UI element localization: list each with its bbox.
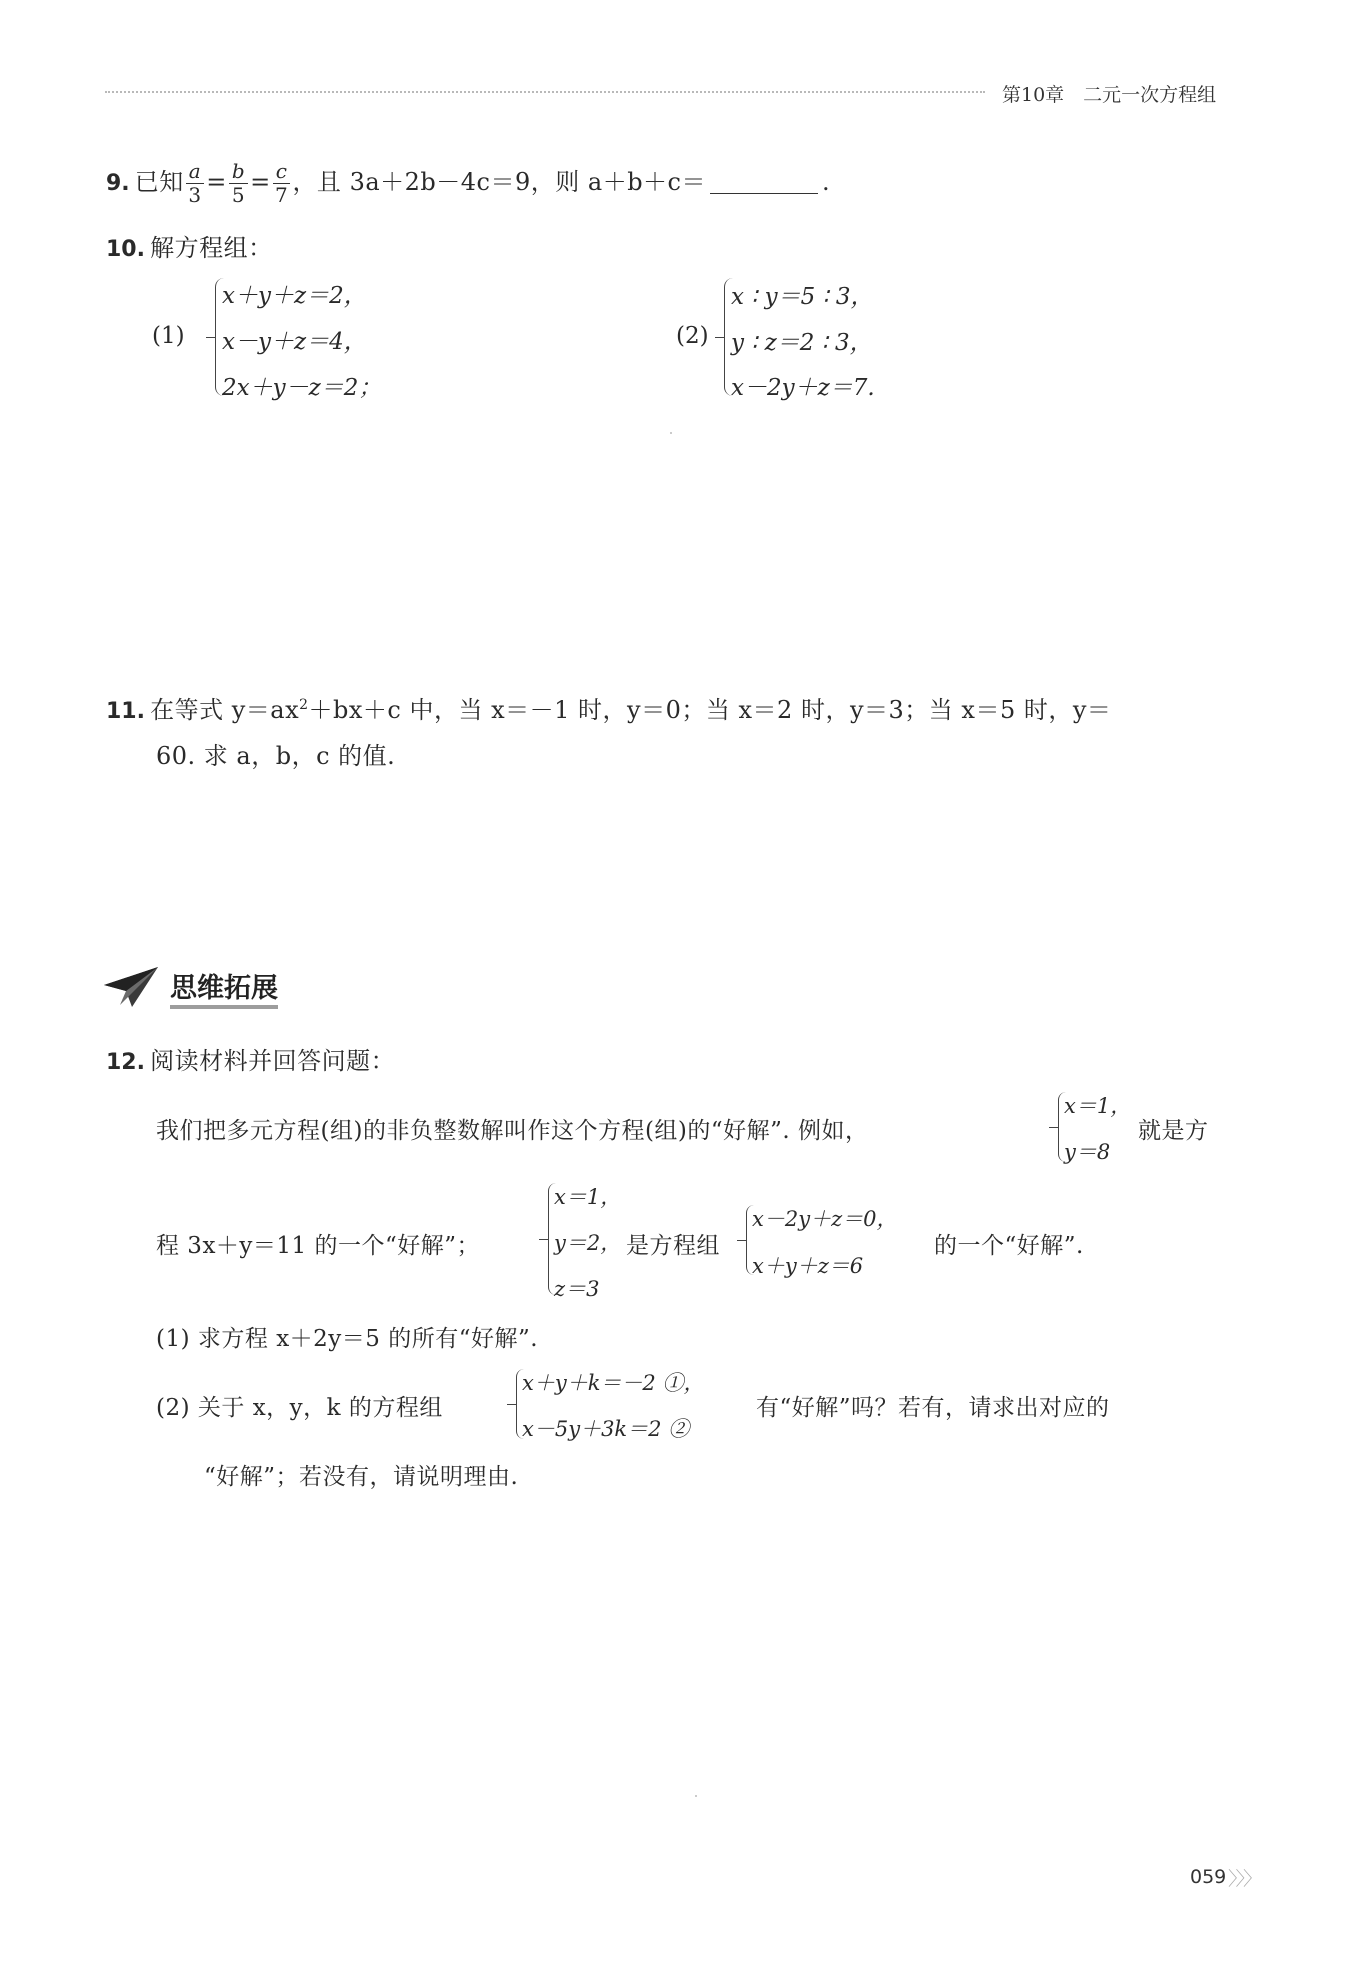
system1-line1: x＋y＋z＝2， bbox=[222, 283, 367, 309]
question-text bbox=[134, 159, 831, 207]
system1-line2: x－y＋z＝4， bbox=[222, 329, 367, 355]
equals-sign: = bbox=[250, 168, 271, 196]
question-number: 10. bbox=[106, 237, 145, 262]
fraction-denominator: 7 bbox=[274, 183, 289, 207]
fraction-c bbox=[273, 160, 291, 207]
question-number: 11. bbox=[106, 699, 145, 724]
question-number: 12. bbox=[106, 1050, 145, 1075]
paragraph-2-text: 程 3x＋y＝11 的一个“好解”； bbox=[156, 1233, 481, 1259]
system2-line2: y ∶ z＝2 ∶ 3， bbox=[731, 330, 873, 356]
part1-label: (1) bbox=[152, 323, 185, 349]
sub-question-2-text: (2) 关于 x，y，k 的方程组 bbox=[156, 1395, 443, 1421]
paragraph-2-tail: 的一个“好解”. bbox=[934, 1233, 1084, 1259]
question-number: 9. bbox=[106, 171, 130, 196]
sub-question-2-line2: “好解”；若没有，请说明理由. bbox=[204, 1464, 519, 1490]
paragraph-1-text: 我们把多元方程(组)的非负整数解叫作这个方程(组)的“好解”. 例如， bbox=[156, 1118, 869, 1144]
example1-line1: x＝1， bbox=[1064, 1094, 1132, 1118]
question-10-header bbox=[106, 228, 273, 263]
answer-blank bbox=[710, 169, 818, 194]
paragraph-1-tail: 就是方 bbox=[1138, 1118, 1209, 1144]
section-title: 思维拓展 bbox=[170, 966, 278, 1009]
example3-line1: x－2y＋z＝0， bbox=[752, 1207, 898, 1231]
question-prompt: 解方程组： bbox=[150, 234, 273, 262]
example2-line3: z＝3 bbox=[554, 1277, 600, 1301]
condition-text: ＋bx＋c 中，当 x＝－1 时，y＝0；当 x＝2 时，y＝3；当 x＝5 时，y＝ bbox=[308, 696, 1112, 724]
page-arrows-icon: 〉〉〉 bbox=[1228, 1868, 1261, 1890]
fraction-denominator: 3 bbox=[188, 183, 202, 207]
question-text bbox=[150, 696, 1111, 724]
system3-line2: x－5y＋3k＝2 ② bbox=[522, 1417, 690, 1441]
system1-line3: 2x＋y－z＝2； bbox=[222, 375, 382, 401]
equals-sign: = bbox=[206, 168, 227, 196]
example2-line2: y＝2， bbox=[554, 1231, 622, 1255]
condition-text: ，且 3a＋2b－4c＝9，则 a＋b＋c＝ bbox=[292, 168, 706, 196]
fraction-numerator: c bbox=[273, 160, 291, 184]
part2-label: (2) bbox=[676, 323, 709, 349]
system3-line1: x＋y＋k＝－2 ①， bbox=[522, 1371, 705, 1395]
chapter-title: 第10章 二元一次方程组 bbox=[1002, 84, 1217, 106]
known-label: 已知 bbox=[134, 168, 184, 196]
scan-speck bbox=[695, 1795, 697, 1797]
question-11 bbox=[106, 690, 1111, 725]
fraction-numerator: a bbox=[186, 160, 204, 184]
scan-speck bbox=[670, 432, 672, 434]
example3-line2: x＋y＋z＝6 bbox=[752, 1254, 864, 1278]
question-9 bbox=[106, 160, 830, 207]
fraction-b bbox=[229, 160, 248, 207]
fraction-a bbox=[186, 160, 204, 207]
system2-line3: x－2y＋z＝7. bbox=[731, 375, 875, 401]
paragraph-2-mid: 是方程组 bbox=[626, 1233, 720, 1259]
question-12-header bbox=[106, 1041, 395, 1076]
system2-line1: x ∶ y＝5 ∶ 3， bbox=[731, 284, 874, 310]
fraction-numerator: b bbox=[229, 160, 248, 184]
example2-line1: x＝1， bbox=[554, 1185, 622, 1209]
page-number: 059 bbox=[1190, 1866, 1227, 1888]
exponent: 2 bbox=[299, 697, 309, 713]
sub-question-1: (1) 求方程 x＋2y＝5 的所有“好解”. bbox=[156, 1326, 539, 1352]
paper-plane-icon bbox=[102, 965, 160, 1013]
sub-question-2-tail: 有“好解”吗？若有，请求出对应的 bbox=[756, 1395, 1110, 1421]
question-prompt: 阅读材料并回答问题： bbox=[150, 1047, 396, 1075]
period: . bbox=[822, 168, 831, 196]
question-11-line2: 60. 求 a，b，c 的值. bbox=[156, 742, 396, 770]
header-rule bbox=[105, 91, 985, 93]
fraction-denominator: 5 bbox=[231, 183, 246, 207]
equation-text: 在等式 y＝ax bbox=[150, 696, 300, 724]
example1-line2: y＝8 bbox=[1064, 1140, 1111, 1164]
